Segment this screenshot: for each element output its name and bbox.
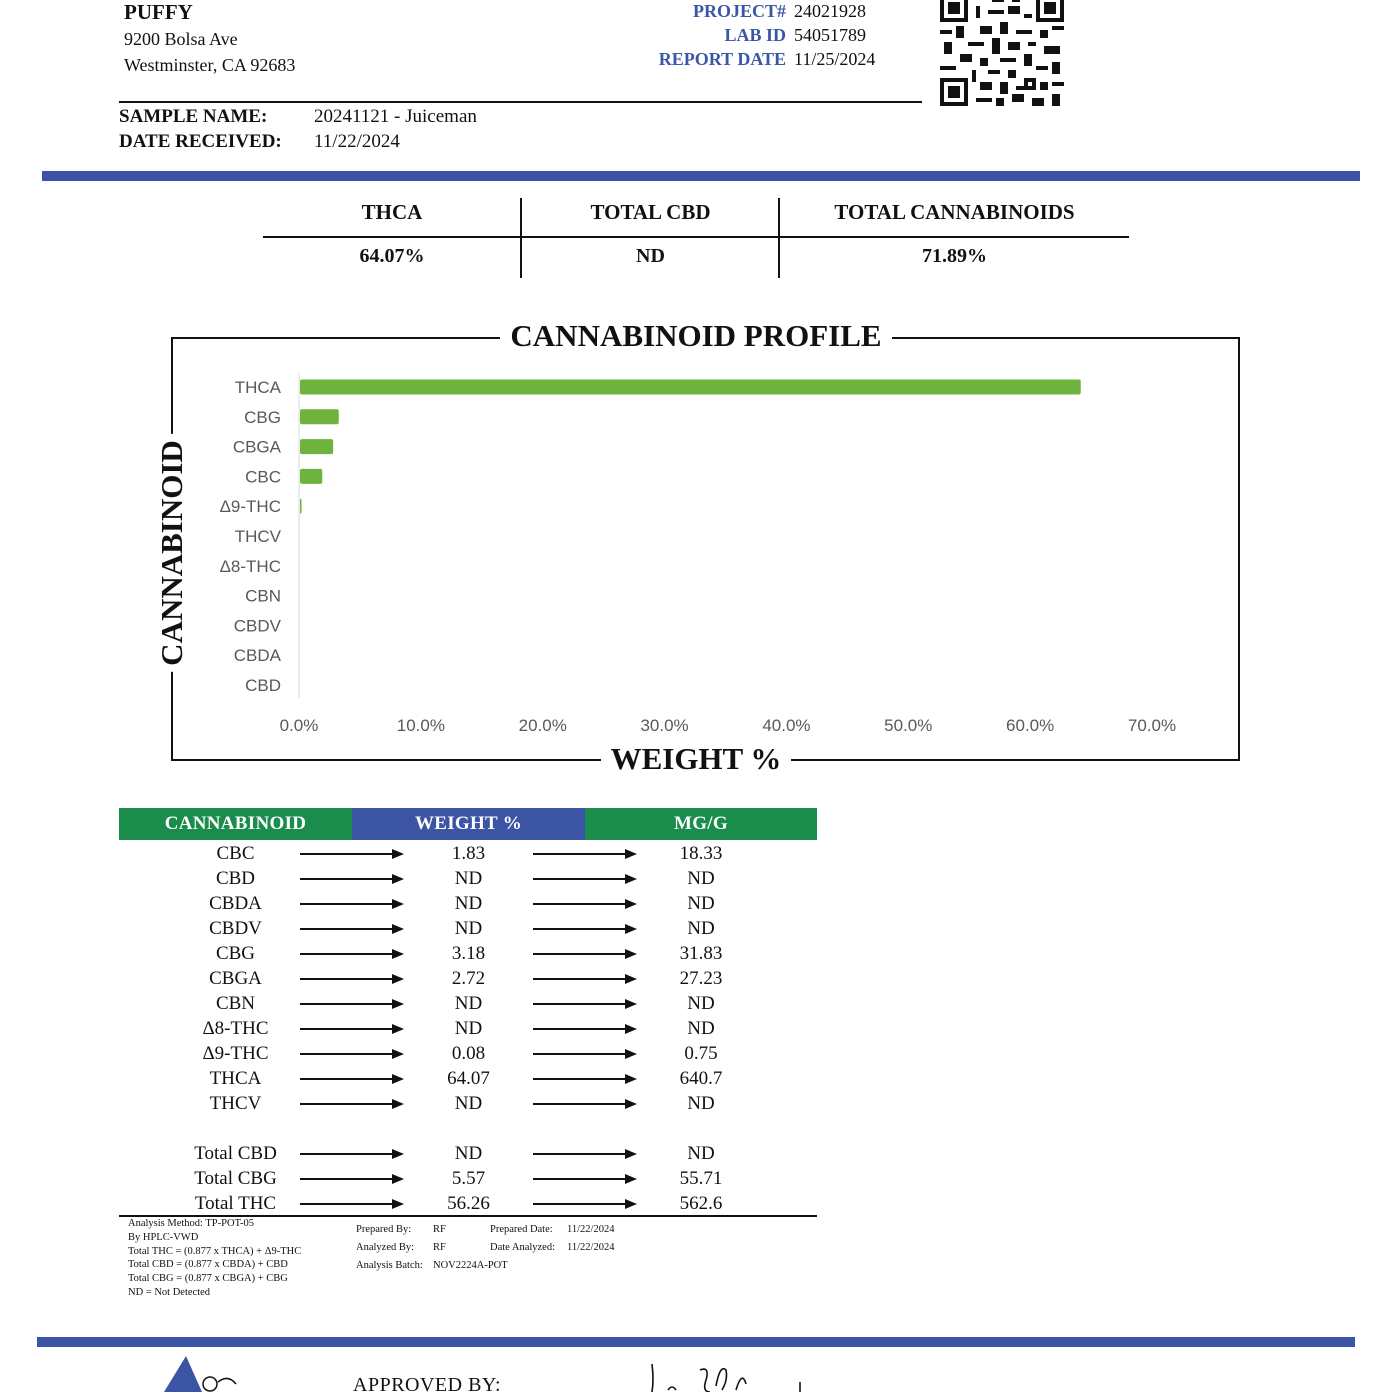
summary-thca-value: 64.07% <box>359 245 425 267</box>
table-cell-cannabinoid: CBD <box>215 868 256 889</box>
signature-icon <box>640 1360 820 1392</box>
prep-date-labels <box>490 1221 555 1257</box>
table-cell-mgg: ND <box>687 868 715 889</box>
summary-total-cbd-label: TOTAL CBD <box>590 200 711 224</box>
chart-category-label: CBN <box>245 586 281 606</box>
table-cell-cannabinoid: CBG <box>215 943 256 964</box>
arrow-right-icon <box>533 1016 639 1041</box>
table-cell-mgg: ND <box>687 993 715 1014</box>
chart-bar <box>300 380 1081 395</box>
chart-title-wrap <box>0 318 1392 354</box>
method-note: Analysis Method: TP-POT-05 <box>128 1218 255 1229</box>
client-address-line2: Westminster, CA 92683 <box>124 55 296 75</box>
analyzed-by-value: RF <box>433 1242 446 1253</box>
arrow-right-icon <box>300 916 406 941</box>
chart-category-label: CBD <box>245 676 281 695</box>
table-cell-weight: ND <box>454 918 483 939</box>
table-cell-mgg: 640.7 <box>679 1068 723 1089</box>
table-cell-weight: 3.18 <box>451 943 486 964</box>
table-cell-mgg: 31.83 <box>679 943 723 964</box>
table-cell-cannabinoid: CBGA <box>209 968 262 989</box>
arrow-right-icon <box>300 1091 406 1116</box>
arrow-right-icon <box>300 841 406 866</box>
arrow-right-icon <box>300 1141 406 1166</box>
table-cell-mgg: ND <box>687 893 715 914</box>
arrow-right-icon <box>300 1041 406 1066</box>
table-cell-mgg: ND <box>687 1018 715 1039</box>
date-received-label: DATE RECEIVED: <box>119 131 282 152</box>
chart-category-label: THCV <box>234 527 281 546</box>
summary-total-cannabinoids-value: 71.89% <box>922 245 987 267</box>
chart-category-label: Δ8-THC <box>219 556 281 576</box>
chart-x-tick-label: 30.0% <box>640 716 689 735</box>
arrow-right-icon <box>533 991 639 1016</box>
summary-total-cbd-value: ND <box>636 245 665 267</box>
table-cell-mgg: 27.23 <box>679 968 723 989</box>
chart-bar <box>300 439 333 454</box>
table-cell-cannabinoid: CBC <box>216 843 255 864</box>
analysis-batch-label: Analysis Batch: <box>356 1260 423 1271</box>
chart-category-label: CBGA <box>232 437 281 457</box>
arrow-right-icon <box>300 891 406 916</box>
method-note: By HPLC-VWD <box>128 1231 199 1243</box>
table-cell-mgg: 562.6 <box>679 1193 723 1214</box>
chart-y-title: CANNABINOID <box>154 434 190 672</box>
method-note: Total CBG = (0.877 x CBGA) + CBG <box>128 1273 288 1285</box>
table-header-weight: WEIGHT % <box>352 808 585 840</box>
arrow-right-icon <box>300 866 406 891</box>
table-cell-weight: ND <box>454 1143 483 1164</box>
table-header-mgg: MG/G <box>585 808 817 840</box>
chart-category-label: CBG <box>244 407 281 427</box>
table-cell-mgg: 0.75 <box>684 1043 718 1064</box>
chart-x-tick-label: 60.0% <box>1006 716 1055 735</box>
table-cell-weight: ND <box>454 868 483 889</box>
arrow-right-icon <box>533 966 639 991</box>
arrow-right-icon <box>300 1166 406 1191</box>
arrow-right-icon <box>533 841 639 866</box>
chart-title: CANNABINOID PROFILE <box>500 318 891 353</box>
table-cell-cannabinoid: Δ8-THC <box>202 1018 269 1039</box>
prepared-date-value: 11/22/2024 <box>567 1224 615 1235</box>
table-cell-weight: ND <box>454 1018 483 1039</box>
table-cell-weight: 5.57 <box>451 1168 486 1189</box>
table-cell-weight: 2.72 <box>451 968 486 989</box>
report-date-label: REPORT DATE <box>658 49 786 69</box>
table-cell-mgg: 18.33 <box>679 843 723 864</box>
chart-x-tick-label: 10.0% <box>396 716 445 735</box>
arrow-right-icon <box>300 1066 406 1091</box>
table-cell-cannabinoid: Δ9-THC <box>202 1043 269 1064</box>
sample-name-label: SAMPLE NAME: <box>119 106 268 127</box>
summary-total-cannabinoids-label: TOTAL CANNABINOIDS <box>834 200 1075 224</box>
analyzed-date-label: Date Analyzed: <box>490 1242 556 1253</box>
prepared-by-label: Prepared By: <box>356 1224 412 1235</box>
table-cell-weight: 1.83 <box>451 843 486 864</box>
table-header-cannabinoid: CANNABINOID <box>119 808 352 840</box>
table-cell-cannabinoid: THCA <box>209 1068 262 1089</box>
table-cell-weight: 0.08 <box>451 1043 486 1064</box>
sample-name-value: 20241121 - Juiceman <box>314 106 477 127</box>
table-cell-weight: ND <box>454 1093 483 1114</box>
approved-by-label: APPROVED BY: <box>353 1374 502 1396</box>
table-cell-mgg: ND <box>687 1143 715 1164</box>
arrow-right-icon <box>533 1041 639 1066</box>
chart-category-label: Δ9-THC <box>219 497 281 517</box>
lab-id-value: 54051789 <box>794 25 866 45</box>
method-note: Total THC = (0.877 x THCA) + Δ9-THC <box>128 1245 302 1257</box>
table-cell-cannabinoid: CBDV <box>209 918 262 939</box>
client-address-line1: 9200 Bolsa Ave <box>124 29 238 49</box>
prep-date-values <box>567 1221 614 1257</box>
prepared-by-value: RF <box>433 1224 446 1235</box>
arrow-right-icon <box>533 891 639 916</box>
chart-x-tick-label: 0.0% <box>279 716 319 735</box>
method-notes <box>128 1217 301 1300</box>
summary-thca-label: THCA <box>361 200 423 224</box>
method-note: Total CBD = (0.877 x CBDA) + CBD <box>128 1259 288 1271</box>
table-cell-cannabinoid: THCV <box>209 1093 262 1114</box>
arrow-right-icon <box>300 941 406 966</box>
table-cell-weight: 64.07 <box>447 1068 490 1089</box>
table-cell-cannabinoid: CBDA <box>209 893 262 914</box>
arrow-right-icon <box>533 866 639 891</box>
arrow-right-icon <box>533 1141 639 1166</box>
analyzed-date-value: 11/22/2024 <box>567 1242 615 1253</box>
arrow-right-icon <box>533 1191 639 1216</box>
lab-id-label: LAB ID <box>724 25 786 45</box>
table-cell-weight: ND <box>454 893 483 914</box>
chart-x-tick-label: 40.0% <box>762 716 811 735</box>
prepared-date-label: Prepared Date: <box>490 1224 553 1235</box>
chart-bar <box>300 499 302 514</box>
chart-x-tick-label: 50.0% <box>884 716 933 735</box>
table-cell-mgg: 55.71 <box>679 1168 723 1189</box>
project-number-label: PROJECT# <box>692 1 786 21</box>
table-cell-cannabinoid: Total CBD <box>194 1143 277 1164</box>
arrow-right-icon <box>300 1016 406 1041</box>
chart-bar <box>300 409 339 424</box>
chart-x-title: WEIGHT % <box>601 741 792 776</box>
chart-x-tick-label: 70.0% <box>1127 716 1177 735</box>
arrow-right-icon <box>533 941 639 966</box>
arrow-right-icon <box>533 916 639 941</box>
lab-logo-icon <box>160 1354 250 1392</box>
table-cell-cannabinoid: Total THC <box>194 1193 277 1214</box>
arrow-right-icon <box>300 1191 406 1216</box>
arrow-right-icon <box>533 1066 639 1091</box>
bottom-blue-divider <box>37 1337 1355 1347</box>
analysis-batch-value: NOV2224A-POT <box>433 1260 508 1271</box>
chart-x-tick-label: 20.0% <box>518 716 567 735</box>
client-name: PUFFY <box>124 0 193 24</box>
chart-category-label: THCA <box>234 378 281 397</box>
arrow-right-icon <box>300 991 406 1016</box>
report-date-value: 11/25/2024 <box>794 49 876 69</box>
chart-x-title-wrap <box>0 741 1392 777</box>
chart-category-label: CBC <box>245 467 281 487</box>
table-cell-mgg: ND <box>687 918 715 939</box>
table-cell-mgg: ND <box>687 1093 715 1114</box>
chart-bar <box>300 469 322 484</box>
table-cell-weight: 56.26 <box>447 1193 490 1214</box>
table-cell-weight: ND <box>454 993 483 1014</box>
table-cell-cannabinoid: CBN <box>215 993 256 1014</box>
prep-labels <box>356 1221 423 1275</box>
analyzed-by-label: Analyzed By: <box>356 1242 415 1253</box>
table-cell-cannabinoid: Total CBG <box>194 1168 277 1189</box>
chart-category-label: CBDV <box>233 616 281 636</box>
arrow-right-icon <box>533 1091 639 1116</box>
date-received-value: 11/22/2024 <box>314 131 400 152</box>
project-number-value: 24021928 <box>794 1 866 21</box>
method-note: ND = Not Detected <box>128 1286 211 1298</box>
chart-category-label: CBDA <box>233 646 281 666</box>
arrow-right-icon <box>533 1166 639 1191</box>
arrow-right-icon <box>300 966 406 991</box>
